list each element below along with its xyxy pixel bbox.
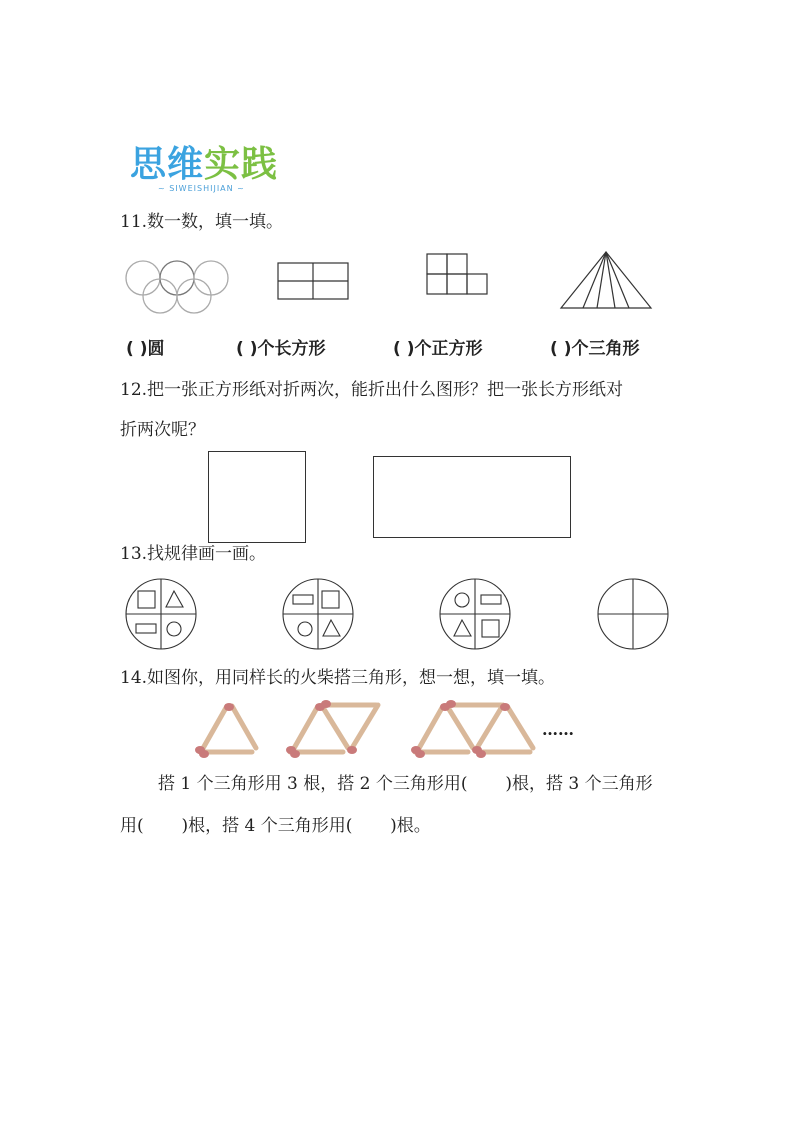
square-shape	[322, 591, 339, 608]
pattern-circle-4-blank	[598, 579, 668, 649]
q11-circle	[177, 279, 211, 313]
pattern-circle-3	[440, 579, 510, 649]
q11-circle	[143, 279, 177, 313]
logo-subtitle: ~ SIWEISHIJIAN ~	[158, 184, 245, 193]
q14-line1: 搭 1 个三角形用 3 根，搭 2 个三角形用( )根，搭 3 个三角形	[158, 774, 653, 794]
logo-char-2: 维	[167, 144, 205, 185]
q13-title: 13.找规律画一画。	[120, 544, 267, 564]
q11-answer-circles[interactable]: ( )圆	[126, 339, 165, 359]
logo	[130, 146, 278, 193]
q14-line2: 用( )根，搭 4 个三角形用( )根。	[120, 816, 431, 836]
q12-line2: 折两次呢？	[120, 420, 205, 440]
rectangle-shape	[481, 595, 501, 604]
logo-char-4: 践	[241, 144, 279, 185]
matchstick-group-2	[286, 700, 378, 758]
square-shape	[482, 620, 499, 637]
q11-figures	[0, 258, 794, 318]
q11-circle	[194, 261, 228, 295]
logo-title	[130, 146, 278, 184]
q11-rectangles-figure	[278, 263, 348, 299]
pattern-circle-1	[126, 579, 196, 649]
q12-square-paper[interactable]	[208, 451, 306, 543]
q11-answer-triangles[interactable]: ( )个三角形	[550, 339, 640, 359]
q14-title: 14.如图你，用同样长的火柴搭三角形，想一想，填一填。	[120, 668, 556, 688]
matchstick-group-3	[411, 700, 533, 758]
q11-answer-squares[interactable]: ( )个正方形	[393, 339, 483, 359]
circle-shape	[298, 622, 312, 636]
circle-shape	[167, 622, 181, 636]
matchstick-group-1	[195, 703, 256, 758]
q14-matchstick-triangles	[0, 700, 794, 760]
q12-line1: 12.把一张正方形纸对折两次，能折出什么图形？把一张长方形纸对	[120, 380, 624, 400]
q11-title: 11.数一数，填一填。	[120, 212, 284, 232]
rectangle-shape	[136, 624, 156, 633]
logo-char-3: 实	[204, 144, 242, 185]
q11-circles-figure	[126, 261, 228, 313]
logo-char-1: 思	[130, 144, 168, 185]
q11-squares-figure	[427, 254, 487, 294]
triangle-shape	[323, 620, 340, 636]
q11-answer-rectangles[interactable]: ( )个长方形	[236, 339, 326, 359]
circle-shape	[455, 593, 469, 607]
pattern-circle-2	[283, 579, 353, 649]
rectangle-shape	[293, 595, 313, 604]
q11-circle	[160, 261, 194, 295]
q13-pattern	[0, 578, 794, 658]
q14-ellipsis: ……	[542, 720, 574, 739]
triangle-shape	[454, 620, 471, 636]
q11-triangles-figure	[561, 252, 651, 308]
triangle-shape	[166, 591, 183, 607]
q12-rectangle-paper[interactable]	[373, 456, 571, 538]
square-shape	[138, 591, 155, 608]
q11-circle	[126, 261, 160, 295]
